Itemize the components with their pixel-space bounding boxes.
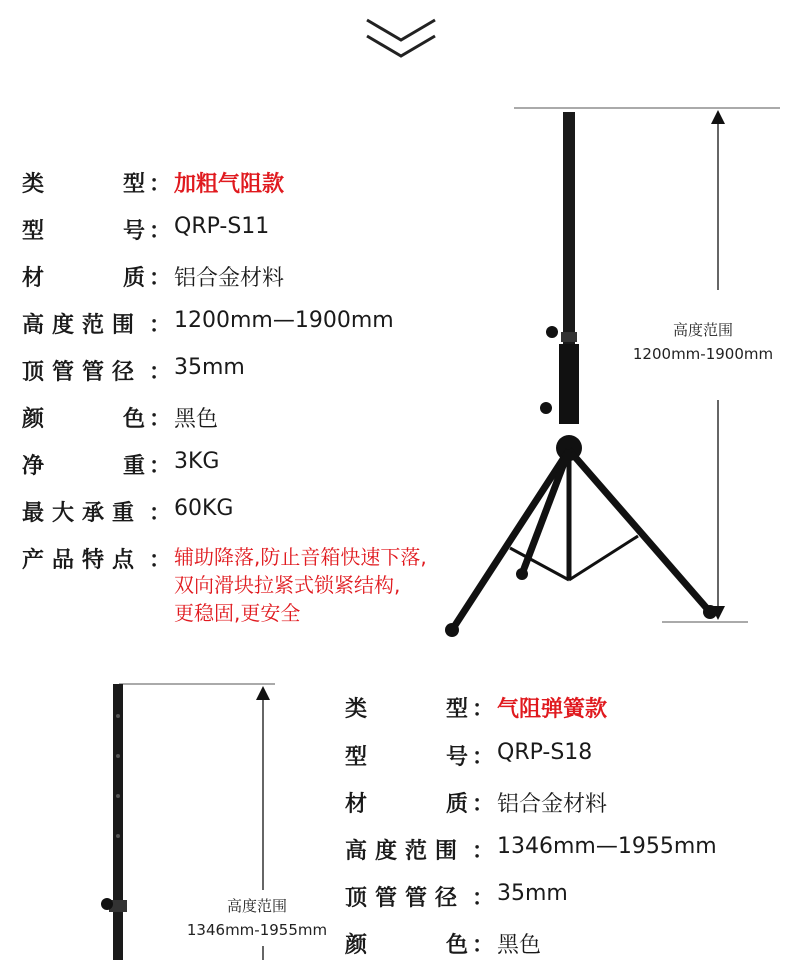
spec-label <box>345 787 469 818</box>
label-char: 色 <box>446 933 470 958</box>
label-char: 径 <box>435 886 466 911</box>
label-char: 顶 <box>22 360 53 385</box>
colon: ： <box>149 501 172 526</box>
spec-label <box>345 928 469 959</box>
label-char: 度 <box>52 313 83 338</box>
spec-label <box>22 167 146 198</box>
speaker-stand-image <box>430 100 790 650</box>
spec-value: 黑色 <box>497 933 542 958</box>
spec-value: 35mm <box>174 355 245 380</box>
dimension-range: 1200mm-1900mm <box>632 345 774 363</box>
label-char: 质 <box>123 266 147 291</box>
spec-value: 铝合金材料 <box>174 266 285 291</box>
dimension-title: 高度范围 <box>672 321 733 339</box>
label-char: 围 <box>112 313 143 338</box>
label-char: 范 <box>82 313 113 338</box>
colon: ： <box>149 407 172 432</box>
label-char: 型 <box>22 219 46 244</box>
label-char: 型 <box>345 745 369 770</box>
colon: ： <box>149 313 172 338</box>
spec-label: 产品特点 <box>22 548 143 573</box>
spec-value: 铝合金材料 <box>497 792 608 817</box>
height-dimension-label <box>613 318 790 366</box>
label-char: 径 <box>112 360 143 385</box>
spec-value: 3KG <box>174 449 220 474</box>
label-char: 型 <box>123 172 147 197</box>
spec-label <box>345 834 465 865</box>
label-char: 类 <box>22 172 46 197</box>
spec-label <box>22 214 146 245</box>
dimension-title: 高度范围 <box>226 897 287 915</box>
feature-line: 辅助降落,防止音箱快速下落, <box>174 545 427 569</box>
spec-label <box>345 740 469 771</box>
label-char: 材 <box>345 792 369 817</box>
label-char: 大 <box>52 501 83 526</box>
label-char: 号 <box>446 745 470 770</box>
spec-value: QRP-S11 <box>174 214 270 239</box>
spec-value: 1200mm—1900mm <box>174 308 394 333</box>
spec-label <box>345 881 465 912</box>
spec-value: 加粗气阻款 <box>174 172 285 197</box>
label-char: 度 <box>375 839 406 864</box>
label-char: 围 <box>435 839 466 864</box>
colon: ： <box>149 266 172 291</box>
spec-label <box>22 402 146 433</box>
label-char: 号 <box>123 219 147 244</box>
spec-label <box>22 496 142 527</box>
feature-line: 双向滑块拉紧式锁紧结构, <box>174 573 401 597</box>
spec-label <box>22 308 142 339</box>
label-char: 管 <box>375 886 406 911</box>
label-char: 材 <box>22 266 46 291</box>
double-chevron-down-icon <box>363 14 439 62</box>
spec-label <box>22 261 146 292</box>
dimension-range: 1346mm-1955mm <box>186 921 328 939</box>
colon: ： <box>472 839 495 864</box>
spec-value: 60KG <box>174 496 234 521</box>
colon: ： <box>472 792 495 817</box>
label-char: 高 <box>22 313 53 338</box>
label-char: 净 <box>22 454 46 479</box>
label-char: 颜 <box>22 407 46 432</box>
label-char: 管 <box>82 360 113 385</box>
spec-value: QRP-S18 <box>497 740 593 765</box>
colon: ： <box>149 219 172 244</box>
label-char: 色 <box>123 407 147 432</box>
colon: ： <box>149 172 172 197</box>
feature-line: 更稳固,更安全 <box>174 601 301 625</box>
spec-value: 气阻弹簧款 <box>497 697 608 722</box>
colon: ： <box>149 454 172 479</box>
colon: ： <box>472 933 495 958</box>
label-char: 顶 <box>345 886 376 911</box>
label-char: 重 <box>112 501 143 526</box>
label-char: 管 <box>405 886 436 911</box>
spec-value: 黑色 <box>174 407 219 432</box>
spec-label <box>22 355 142 386</box>
spec-value: 35mm <box>497 881 568 906</box>
label-char: 质 <box>446 792 470 817</box>
label-char: 型 <box>446 697 470 722</box>
label-char: 最 <box>22 501 53 526</box>
colon: ： <box>472 745 495 770</box>
colon: ： <box>472 697 495 722</box>
label-char: 管 <box>52 360 83 385</box>
colon: ： <box>149 548 172 573</box>
label-char: 高 <box>345 839 376 864</box>
spec-value: 1346mm—1955mm <box>497 834 717 859</box>
colon: ： <box>472 886 495 911</box>
spec-label <box>22 449 146 480</box>
label-char: 承 <box>82 501 113 526</box>
label-char: 颜 <box>345 933 369 958</box>
label-char: 重 <box>123 454 147 479</box>
label-char: 范 <box>405 839 436 864</box>
label-char: 类 <box>345 697 369 722</box>
height-dimension-label-2 <box>168 894 346 942</box>
spec-label <box>345 692 469 723</box>
colon: ： <box>149 360 172 385</box>
